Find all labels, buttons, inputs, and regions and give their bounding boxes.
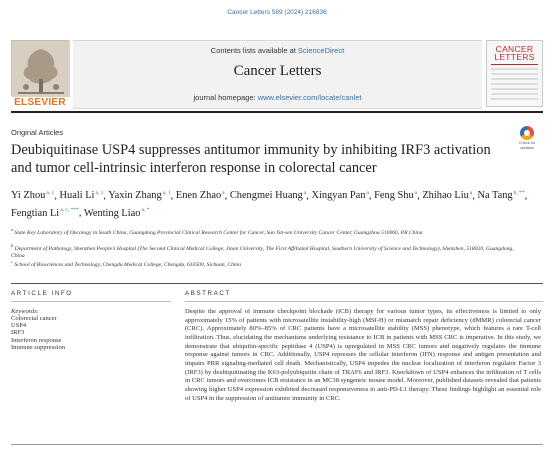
author-name[interactable]: Yaxin Zhang [108,190,162,202]
keyword-item[interactable]: IRF3 [11,329,25,337]
abstract-rule [185,301,543,302]
journal-name: Cancer Letters [233,63,322,79]
check-updates-label: Check for updates [518,141,536,150]
journal-cover-thumbnail[interactable] [486,40,543,107]
article-info-heading: ARTICLE INFO [11,290,73,297]
author-item[interactable] [422,190,472,201]
author-list: Yi Zhou$^{a, 1}$, Huali Li$^{a, 1}$, Yaxin Zhang$^{a, 1}$, Enen Zhao$^a$, Chengmei Huang$^a$, Xingyan Pan$^a$, Feng Shu$^a$, Zhihao Liu$^a$, Na Tang$^{b, **}$, Fengtian $Li^{a, c, ***}$, Wenting Liao$^{a, *}$ [11,190,528,219]
journal-banner [11,40,543,107]
author-item[interactable] [311,190,368,201]
author-item[interactable] [11,190,54,201]
header-divider [11,111,543,113]
contents-prefix: Contents lists available at [210,46,296,55]
author-item[interactable] [84,208,150,219]
keyword-item[interactable]: USP4 [11,322,27,330]
check-for-updates-button[interactable] [513,126,541,154]
author-affiliation-marker[interactable]: a, 1 [162,190,171,196]
author-name[interactable]: Na Tang [477,190,513,202]
section-type: Original Articles [11,128,64,137]
affiliation-text: Department of Pathology, Shenzhen People’s Hospital (The Second Clinical Medical College, Jinan University, The First Affiliated Hospital, Southern University of Science and Technology), Shenzhen, 518020, Guangdong, China [11,245,514,260]
author-name[interactable]: Feng Shu [374,190,414,202]
cover-text-lines [491,68,538,103]
author-affiliation-marker[interactable]: a [222,190,225,196]
author-name[interactable]: Fengtian Li [11,207,60,219]
author-item[interactable] [60,190,104,201]
abstract-heading: ABSTRACT [185,290,231,297]
keyword-item[interactable]: Colorectal cancer [11,315,57,322]
author-name[interactable]: Zhihao Liu [422,190,469,202]
homepage-link[interactable]: www.elsevier.com/locate/canlet [257,93,362,102]
elsevier-logo[interactable] [11,40,69,107]
elsevier-wordmark: ELSEVIER [14,97,66,108]
affiliation-text: State Key Laboratory of Oncology in South China, Guangdong Provincial Clinical Research Center for Cancer, Sun Yat-sen University Cancer Center, Guangzhou 510060, PR China [14,229,423,236]
author-affiliation-marker[interactable]: b, ** [513,190,525,196]
affiliation-text: School of Biosciences and Technology, Chengdu Medical College, Chengdu, 610500, Sichuan, China [14,261,242,268]
journal-citation[interactable]: Cancer Letters 589 (2024) 216836 [227,9,327,16]
author-affiliation-marker[interactable]: a, 1 [46,190,55,196]
author-item[interactable] [11,208,79,219]
affiliation-c [11,258,526,269]
author-name[interactable]: Wenting Liao [83,207,141,219]
author-affiliation-marker[interactable]: a, * [141,207,150,214]
author-item[interactable] [374,190,417,201]
bottom-divider [11,444,543,445]
author-name[interactable]: Yi Zhou [11,190,46,202]
affiliation-marker: c [11,259,13,264]
sciencedirect-link[interactable]: ScienceDirect [297,46,345,55]
author-item[interactable] [176,190,225,201]
author-name[interactable]: Xingyan Pan [311,190,366,202]
keywords-list [11,315,161,351]
cover-title-line2: LETTERS [494,52,535,62]
contents-line [73,46,482,55]
author-affiliation-marker[interactable]: a [414,190,418,196]
info-divider [11,283,543,284]
affiliation-marker: b [11,243,14,248]
author-affiliation-marker[interactable]: a, 1 [95,190,104,196]
cover-title [487,45,542,61]
homepage-line [73,93,482,102]
author-item[interactable] [108,190,170,201]
cover-stripe [491,64,538,65]
author-affiliation-marker[interactable]: a [366,190,369,196]
abstract-body: Despite the approval of immune checkpoint blockade (ICB) therapy for various tumor types, its effectiveness is limited to only approximately 15% of patients with microsatellite instability-high (MSI-H) or mismatch repair deficiency (dMMR) colorectal cancer (CRC). Approximately 80%–85% of CRC patients have a microsatellite stability (MSS) phenotype, which features a rare T-cell infiltration. Thus, elucidating the mechanisms underlying resistance to ICB in patients with MSS CRC is imperative. In this study, we demonstrate that ubiquitin-specific peptidase 4 (USP4) is upregulated in MSS CRC tumors and negatively regulates the immune response against tumors in CRC. Additionally, USP4 represses the cellular interferon (IFN) response and antigen presentation and impairs PRR signaling-mediated cell death. Mechanistically, USP4 impedes the nuclear localization of interferon regulator Factor 3 (IRF3) by deubiquitinating the K63-polyubiquitin chain of TRAF6 and IRF3. Knockdown of USP4 enhances the infiltration of T cells in CRC tumors and overcomes ICB resistance in an MC38 syngeneic mouse model. Moreover, published datasets revealed that patients showing higher USP4 expression exhibited decreased responsiveness to anti-PD-L1 therapy. These findings highlight an essential role of USP4 in the suppression of antitumor immunity in CRC. [185,308,541,402]
homepage-prefix: journal homepage: [193,93,256,102]
journal-header-box [73,40,482,109]
affiliation-marker: a [11,227,13,232]
affiliation-a [11,226,526,237]
author-item[interactable] [477,190,524,201]
author-name[interactable]: Huali Li [59,190,95,202]
article-info-rule [11,301,171,302]
keywords-title: Keywords: [11,308,39,315]
check-updates-icon [520,126,534,140]
author-affiliation-marker[interactable]: a, c, *** [60,207,79,214]
author-item[interactable] [230,190,306,201]
author-affiliation-marker[interactable]: a [469,190,473,196]
cover-title-line1: CANCER [495,44,534,54]
author-name[interactable]: Chengmei Huang [229,190,303,202]
article-title: Deubiquitinase USP4 suppresses antitumor immunity by inhibiting IRF3 activation and tumor cell-intrinsic interferon response in colorectal cancer [11,142,491,176]
author-affiliation-marker[interactable]: a [303,190,307,196]
author-name[interactable]: Enen Zhao [175,190,222,202]
keyword-item[interactable]: Immune suppression [11,343,65,351]
keyword-item[interactable]: Interferon response [11,336,62,344]
elsevier-tree-logo [11,40,69,96]
